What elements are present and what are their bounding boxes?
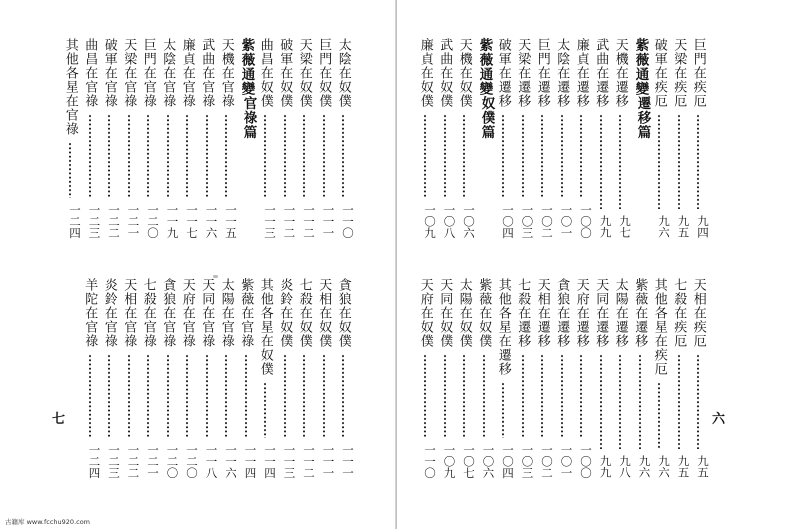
- page-ref: 九五: [696, 455, 710, 478]
- toc-entry: [217, 38, 237, 238]
- dot-leader: [89, 114, 91, 198]
- scan-mark: [213, 275, 218, 278]
- dot-leader: [678, 354, 680, 449]
- dot-leader: [580, 114, 582, 198]
- dot-leader: [264, 382, 266, 438]
- toc-entry: [533, 38, 553, 238]
- dot-leader: [697, 114, 699, 209]
- dot-leader: [600, 114, 602, 209]
- section-suffix: 奴僕篇: [478, 96, 495, 140]
- page-ref: 九八: [618, 455, 632, 478]
- right-bottom-column-block: [416, 278, 709, 478]
- dot-leader: [323, 354, 325, 438]
- dot-leader: [89, 354, 91, 438]
- toc-entry: [494, 278, 514, 478]
- entry-title: 天同在奴僕: [437, 278, 453, 348]
- page-ref: 一〇九: [423, 203, 437, 238]
- page-ref: 一一四: [263, 443, 277, 478]
- toc-entry: [139, 278, 159, 478]
- page-ref: 一一五: [224, 203, 238, 238]
- entry-title: 巨門在奴僕: [316, 38, 332, 108]
- toc-entry: [61, 38, 81, 238]
- page-ref: 一〇三: [520, 443, 535, 478]
- entry-title: 廉貞在官祿: [179, 38, 195, 108]
- page-ref: 一二一: [126, 203, 141, 238]
- page-ref: 一〇二: [540, 443, 554, 478]
- entry-title: 天相在疾厄: [690, 278, 706, 348]
- dot-leader: [600, 354, 602, 449]
- entry-title: 貪狼在遷移: [554, 278, 570, 348]
- entry-title: 太陰在遷移: [554, 38, 570, 108]
- entry-title: 天相在奴僕: [316, 278, 332, 348]
- page-ref: 九六: [637, 455, 652, 478]
- dot-leader: [444, 354, 446, 438]
- toc-entry: [572, 278, 592, 478]
- entry-title: 其他各星在疾厄: [651, 278, 667, 376]
- toc-entry: [158, 278, 178, 478]
- entry-title: 其他各星在遷移: [495, 278, 511, 376]
- toc-entry: [416, 278, 436, 478]
- page-ref: 一〇一: [559, 443, 574, 478]
- dot-leader: [225, 354, 227, 438]
- page-ref: 一二〇: [146, 203, 160, 238]
- entry-title: 紫薇在遷移: [632, 278, 648, 348]
- entry-title: 紫薇在官祿: [238, 278, 254, 348]
- page-ref: 一一九: [165, 203, 180, 238]
- page-ref: 一〇八: [442, 203, 457, 238]
- left-bottom-column-block: [80, 278, 353, 478]
- toc-entry: [455, 38, 475, 238]
- toc-entry: [513, 38, 533, 238]
- entry-title: 曲昌在官祿: [82, 38, 98, 108]
- entry-title: 廉貞在奴僕: [417, 38, 433, 108]
- dot-leader: [108, 114, 110, 198]
- dot-leader: [561, 354, 563, 438]
- toc-entry: [100, 278, 120, 478]
- page-ref: 一〇四: [501, 203, 515, 238]
- left-page-number: 七: [52, 412, 66, 427]
- dot-leader: [522, 114, 524, 198]
- dot-leader: [264, 114, 266, 198]
- toc-entry: [295, 278, 315, 478]
- page-ref: 一〇七: [462, 443, 476, 478]
- page-ref: 一二三: [87, 203, 102, 238]
- page-ref: 一一二: [302, 443, 316, 478]
- toc-entry: [630, 278, 650, 478]
- toc-entry: [236, 278, 256, 478]
- page-ref: 九七: [618, 215, 632, 238]
- entry-title: 天府在遷移: [573, 278, 589, 348]
- left-page: [0, 0, 396, 529]
- dot-leader: [186, 114, 188, 198]
- toc-section-heading: [630, 38, 650, 238]
- toc-entry: [572, 38, 592, 238]
- page-ref: 一一二: [302, 203, 316, 238]
- dot-leader: [502, 382, 504, 438]
- entry-title: 天梁在奴僕: [296, 38, 312, 108]
- page-ref: 一一六: [224, 443, 238, 478]
- dot-leader: [323, 114, 325, 198]
- entry-title: 天同在遷移: [593, 278, 609, 348]
- entry-title: 巨門在遷移: [534, 38, 550, 108]
- toc-entry: [689, 38, 709, 238]
- toc-entry: [334, 38, 354, 238]
- entry-title: 貪狼在奴僕: [335, 278, 351, 348]
- dot-leader: [444, 114, 446, 198]
- toc-entry: [474, 278, 494, 478]
- dot-leader: [483, 354, 485, 438]
- page-ref: 一一一: [321, 203, 336, 238]
- dot-leader: [541, 114, 543, 198]
- toc-entry: [217, 278, 237, 478]
- page-ref: 一〇四: [501, 443, 515, 478]
- toc-entry: [119, 278, 139, 478]
- entry-title: 武曲在奴僕: [437, 38, 453, 108]
- dot-leader: [128, 354, 130, 438]
- page-ref: 一二四: [68, 203, 82, 238]
- dot-leader: [69, 142, 71, 198]
- dot-leader: [206, 114, 208, 198]
- toc-section-heading: [474, 38, 494, 238]
- page-ref: 九五: [676, 455, 691, 478]
- toc-entry: [80, 38, 100, 238]
- entry-title: 天梁在疾厄: [671, 38, 687, 108]
- toc-entry: [591, 278, 611, 478]
- dot-leader: [342, 354, 344, 438]
- toc-entry: [119, 38, 139, 238]
- entry-title: 炎鈴在奴僕: [277, 278, 293, 348]
- toc-entry: [669, 278, 689, 478]
- toc-entry: [80, 278, 100, 478]
- dot-leader: [463, 114, 465, 198]
- page-ref: 一〇〇: [579, 203, 593, 238]
- dot-leader: [424, 354, 426, 438]
- entry-title: 巨門在官祿: [140, 38, 156, 108]
- page-ref: 九九: [598, 455, 613, 478]
- dot-leader: [284, 354, 286, 438]
- dot-leader: [128, 114, 130, 198]
- dot-leader: [147, 354, 149, 438]
- toc-entry: [178, 278, 198, 478]
- page-ref: 一二三: [107, 443, 121, 478]
- section-suffix: 遷移篇: [634, 96, 651, 140]
- toc-entry: [455, 278, 475, 478]
- dot-leader: [342, 114, 344, 198]
- toc-entry: [435, 278, 455, 478]
- entry-title: 破軍在官祿: [101, 38, 117, 108]
- dot-leader: [697, 354, 699, 449]
- page-ref: 九六: [657, 455, 671, 478]
- page-ref: 一一一: [341, 443, 355, 478]
- page-ref: 一〇〇: [579, 443, 593, 478]
- page-ref: 一一四: [243, 443, 258, 478]
- toc-entry: [295, 38, 315, 238]
- dot-leader: [167, 114, 169, 198]
- page-ref: 一一三: [263, 203, 277, 238]
- entry-title: 天梁在官祿: [121, 38, 137, 108]
- page-ref: 九四: [696, 215, 710, 238]
- toc-entry: [494, 38, 514, 238]
- section-title: 紫薇通變: [632, 38, 649, 96]
- toc-entry: [197, 38, 217, 238]
- toc-entry: [552, 278, 572, 478]
- entry-title: 天府在奴僕: [417, 278, 433, 348]
- page-ref: 一二二: [126, 443, 141, 478]
- entry-title: 七殺在官祿: [140, 278, 156, 348]
- toc-entry: [256, 38, 276, 238]
- page-ref: 一一〇: [341, 203, 355, 238]
- entry-title: 天機在遷移: [612, 38, 628, 108]
- page-ref: 九六: [657, 215, 671, 238]
- toc-section-heading: [236, 38, 256, 238]
- page-ref: 九五: [676, 215, 691, 238]
- toc-entry: [533, 278, 553, 478]
- right-page-number: 六: [712, 412, 726, 427]
- toc-entry: [314, 278, 334, 478]
- dot-leader: [225, 114, 227, 198]
- dot-leader: [186, 354, 188, 438]
- entry-title: 太陰在官祿: [160, 38, 176, 108]
- footer-watermark: 古籍库 www.fcchu920.com: [5, 518, 91, 526]
- page-ref: 一二〇: [165, 443, 180, 478]
- dot-leader: [658, 382, 660, 449]
- toc-entry: [669, 38, 689, 238]
- toc-entry: [611, 38, 631, 238]
- entry-title: 七殺在遷移: [515, 278, 531, 348]
- dot-leader: [639, 354, 641, 449]
- dot-leader: [522, 354, 524, 438]
- entry-title: 天同在官祿: [199, 278, 215, 348]
- toc-entry: [158, 38, 178, 238]
- entry-title: 太陽在官祿: [218, 278, 234, 348]
- page-ref: 一〇六: [481, 443, 496, 478]
- entry-title: 羊陀在官祿: [82, 278, 98, 348]
- section-title: 紫薇通變: [238, 38, 255, 96]
- dot-leader: [424, 114, 426, 198]
- toc-entry: [591, 38, 611, 238]
- entry-title: 紫薇在奴僕: [476, 278, 492, 348]
- dot-leader: [678, 114, 680, 209]
- page-ref: 一一七: [185, 203, 199, 238]
- dot-leader: [284, 114, 286, 198]
- entry-title: 曲昌在奴僕: [257, 38, 273, 108]
- section-title: 紫薇通變: [476, 38, 493, 96]
- toc-entry: [314, 38, 334, 238]
- dot-leader: [561, 114, 563, 198]
- page-ref: 一〇二: [540, 203, 554, 238]
- page-ref: 一〇六: [462, 203, 476, 238]
- dot-leader: [245, 354, 247, 438]
- dot-leader: [167, 354, 169, 438]
- dot-leader: [108, 354, 110, 438]
- toc-entry: [650, 38, 670, 238]
- page-ref: 一一二: [282, 203, 297, 238]
- toc-entry: [689, 278, 709, 478]
- page-ref: 一一六: [204, 203, 219, 238]
- page-ref: 一二一: [146, 443, 160, 478]
- entry-title: 天相在官祿: [121, 278, 137, 348]
- toc-entry: [178, 38, 198, 238]
- entry-title: 炎鈴在官祿: [101, 278, 117, 348]
- dot-leader: [502, 114, 504, 198]
- entry-title: 武曲在官祿: [199, 38, 215, 108]
- dot-leader: [303, 354, 305, 438]
- page-ref: 一〇九: [442, 443, 457, 478]
- toc-entry: [611, 278, 631, 478]
- entry-title: 廉貞在遷移: [573, 38, 589, 108]
- entry-title: 天機在奴僕: [456, 38, 472, 108]
- toc-entry: [275, 278, 295, 478]
- dot-leader: [463, 354, 465, 438]
- page-ref: 一〇三: [520, 203, 535, 238]
- entry-title: 七殺在疾厄: [671, 278, 687, 348]
- entry-title: 七殺在奴僕: [296, 278, 312, 348]
- dot-leader: [658, 114, 660, 209]
- toc-entry: [275, 38, 295, 238]
- toc-entry: [650, 278, 670, 478]
- dot-leader: [147, 114, 149, 198]
- page-ref: 一一一: [321, 443, 336, 478]
- dot-leader: [619, 114, 621, 209]
- page-ref: 一二四: [87, 443, 102, 478]
- page-ref: 一二二: [107, 203, 121, 238]
- toc-entry: [197, 278, 217, 478]
- entry-title: 太陰在奴僕: [335, 38, 351, 108]
- entry-title: 貪狼在官祿: [160, 278, 176, 348]
- toc-entry: [416, 38, 436, 238]
- right-page: [397, 0, 793, 529]
- page-ref: 九九: [598, 215, 613, 238]
- dot-leader: [619, 354, 621, 449]
- dot-leader: [303, 114, 305, 198]
- page-ref: 一〇一: [559, 203, 574, 238]
- page-ref: 一二〇: [185, 443, 199, 478]
- section-suffix: 官祿篇: [240, 96, 257, 140]
- entry-title: 其他各星在官祿: [62, 38, 78, 136]
- entry-title: 巨門在疾厄: [690, 38, 706, 108]
- toc-entry: [256, 278, 276, 478]
- entry-title: 其他各星在奴僕: [257, 278, 273, 376]
- toc-entry: [435, 38, 455, 238]
- toc-entry: [513, 278, 533, 478]
- entry-title: 破軍在疾厄: [651, 38, 667, 108]
- dot-leader: [541, 354, 543, 438]
- entry-title: 天機在官祿: [218, 38, 234, 108]
- right-top-column-block: [416, 38, 709, 238]
- toc-entry: [552, 38, 572, 238]
- dot-leader: [206, 354, 208, 438]
- toc-entry: [139, 38, 159, 238]
- page-ref: 一一三: [282, 443, 297, 478]
- entry-title: 天梁在遷移: [515, 38, 531, 108]
- entry-title: 太陽在奴僕: [456, 278, 472, 348]
- entry-title: 太陽在遷移: [612, 278, 628, 348]
- entry-title: 天府在官祿: [179, 278, 195, 348]
- left-top-column-block: [61, 38, 354, 238]
- entry-title: 武曲在遷移: [593, 38, 609, 108]
- entry-title: 破軍在奴僕: [277, 38, 293, 108]
- page-ref: 一一八: [204, 443, 219, 478]
- entry-title: 破軍在遷移: [495, 38, 511, 108]
- page-ref: 一一〇: [423, 443, 437, 478]
- entry-title: 天相在遷移: [534, 278, 550, 348]
- toc-entry: [100, 38, 120, 238]
- toc-entry: [334, 278, 354, 478]
- dot-leader: [580, 354, 582, 438]
